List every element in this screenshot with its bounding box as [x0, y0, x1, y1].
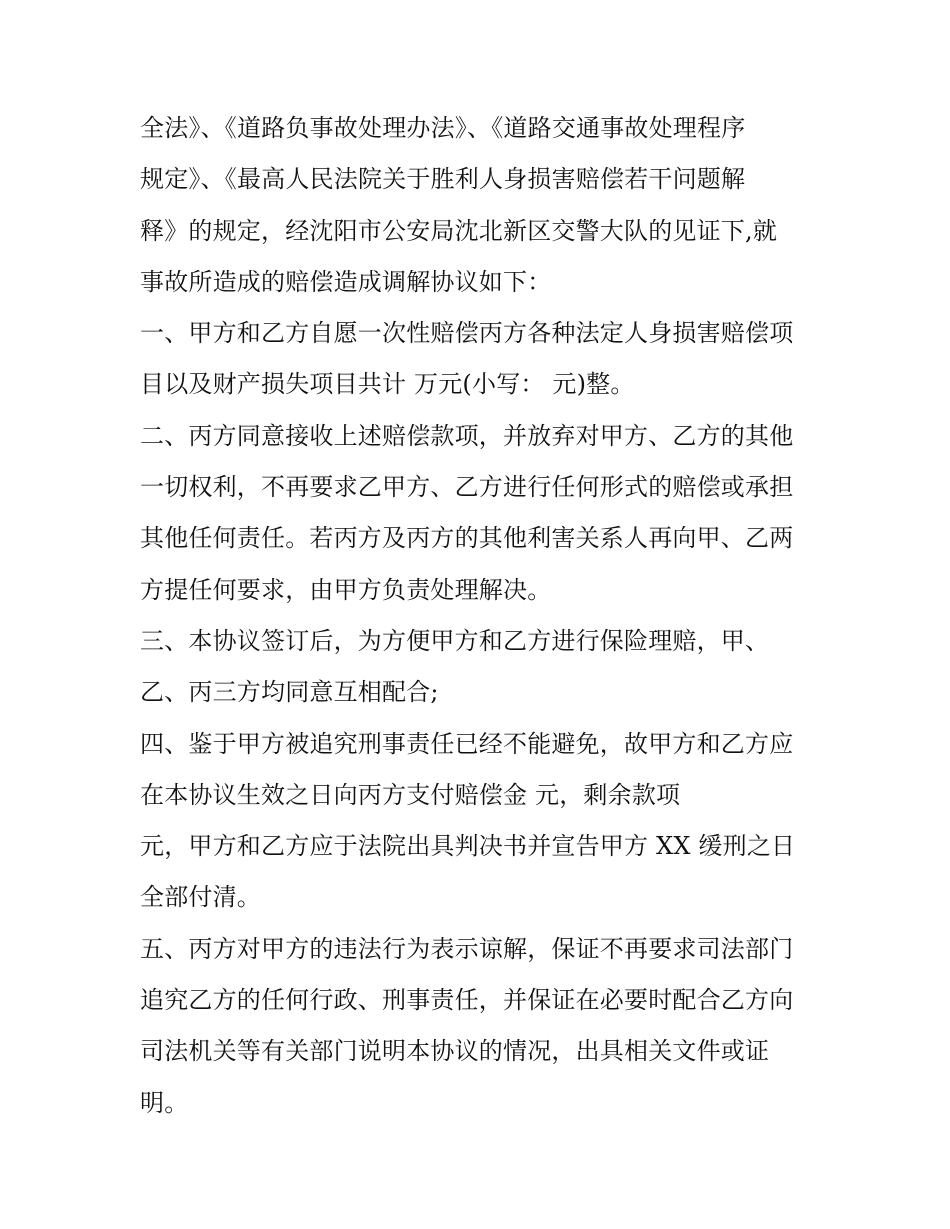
clause-3-line: 乙、丙三方均同意互相配合; — [140, 678, 439, 707]
clause-5-line: 追究乙方的任何行政、刑事责任，并保证在必要时配合乙方向 — [140, 986, 794, 1015]
clause-4-line: 全部付清。 — [140, 883, 261, 912]
clause-5-line: 五、丙方对甲方的违法行为表示谅解，保证不再要求司法部门 — [140, 934, 794, 963]
clause-4-line: 元，甲方和乙方应于法院出具判决书并宣告甲方 XX 缓刑之日 — [140, 832, 796, 861]
clause-4-line: 在本协议生效之日向丙方支付赔偿金 元，剩余款项 — [140, 780, 681, 809]
clause-1-line: 一、甲方和乙方自愿一次性赔偿丙方各种法定人身损害赔偿项 — [140, 319, 794, 348]
text-line: 全法》、《道路负事故处理办法》、《道路交通事故处理程序 — [140, 114, 746, 142]
clause-1-line: 目以及财产损失项目共计 万元(小写： 元)整。 — [140, 370, 635, 399]
clause-2-line: 其他任何责任。若丙方及丙方的其他利害关系人再向甲、乙两 — [140, 524, 794, 553]
text-line: 规定》、《最高人民法院关于胜利人身损害赔偿若干问题解 — [140, 165, 746, 194]
clause-5-line: 明。 — [140, 1088, 189, 1117]
clause-2-line: 方提任何要求，由甲方负责处理解决。 — [140, 575, 552, 604]
document-body — [140, 103, 820, 1129]
clause-5-line: 司法机关等有关部门说明本协议的情况，出具相关文件或证 — [140, 1037, 770, 1066]
clause-4-line: 四、鉴于甲方被追究刑事责任已经不能避免，故甲方和乙方应 — [140, 729, 794, 758]
clause-2-line: 二、丙方同意接收上述赔偿款项，并放弃对甲方、乙方的其他 — [140, 421, 794, 450]
text-line: 事故所造成的赔偿造成调解协议如下： — [140, 267, 552, 296]
clause-3-line: 三、本协议签订后，为方便甲方和乙方进行保险理赔，甲、 — [140, 626, 770, 655]
clause-2-line: 一切权利，不再要求乙甲方、乙方进行任何形式的赔偿或承担 — [140, 473, 794, 502]
text-line: 释》的规定，经沈阳市公安局沈北新区交警大队的见证下,就 — [140, 216, 778, 245]
